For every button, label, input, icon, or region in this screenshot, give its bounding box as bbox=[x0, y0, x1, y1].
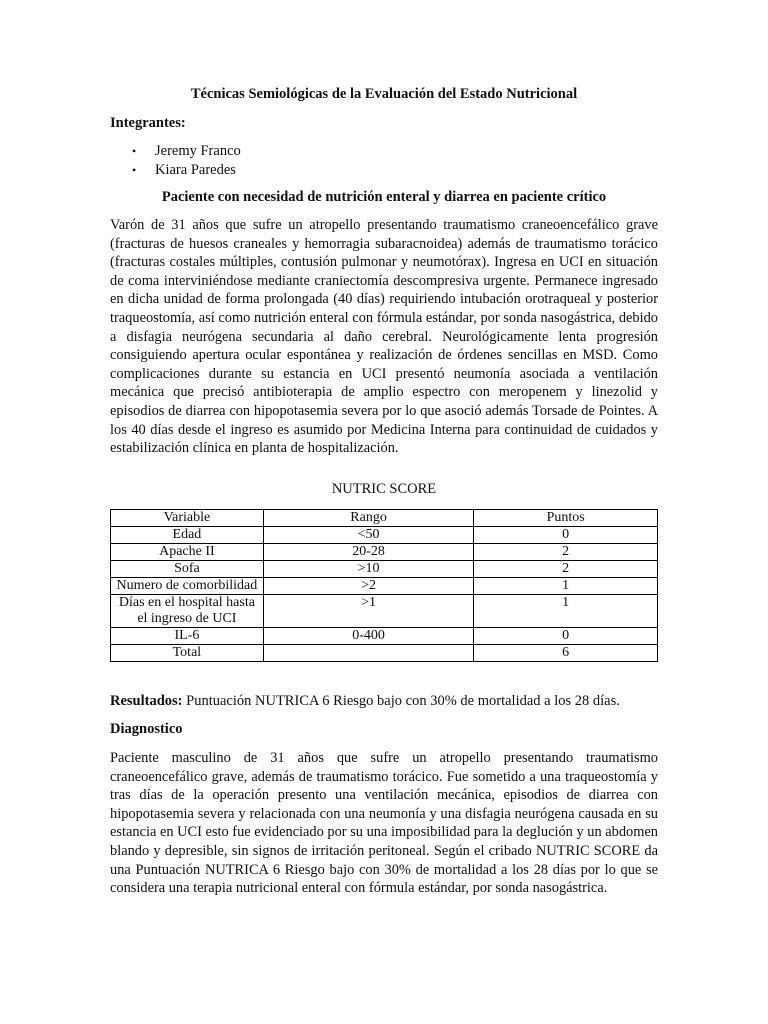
table-row bbox=[111, 544, 658, 561]
table-header-cell: Puntos bbox=[474, 510, 658, 527]
table-cell: Días en el hospital hasta el ingreso de UCI bbox=[111, 595, 264, 628]
table-header-row bbox=[111, 510, 658, 527]
bullet-icon: • bbox=[132, 163, 137, 177]
table-row bbox=[111, 578, 658, 595]
diagnostico-heading: Diagnostico bbox=[110, 721, 183, 737]
members-list bbox=[110, 142, 241, 180]
table-cell: <50 bbox=[263, 527, 474, 544]
resultados-text: Puntuación NUTRICA 6 Riesgo bajo con 30% de mortalidad a los 28 días. bbox=[182, 693, 620, 709]
nutric-score-table bbox=[110, 509, 658, 662]
table-cell: IL-6 bbox=[111, 628, 264, 645]
table-cell: >2 bbox=[263, 578, 474, 595]
table-cell: Total bbox=[111, 645, 264, 662]
diagnostico-paragraph: Paciente masculino de 31 años que sufre un atropello presentando traumatismo craneoencefálico grave, además de traumatismo torácico. Fue sometido a una traqueostomía y tras días de la operación presento una ventilación mecánica, episodios de diarrea con hipopotasemia severa y relacionada con una neumonía y una disfagia neurógena causada en su estancia en UCI esto fue evidenciado por su una imposibilidad para la deglución y un abdomen blando y depresible, sin signos de irritación peritoneal. Según el cribado NUTRIC SCORE da una Puntuación NUTRICA 6 Riesgo bajo con 30% de mortalidad a los 28 días por lo que se considera una terapia nutricional enteral con fórmula estándar, por sonda nasogástrica. bbox=[110, 750, 658, 897]
list-item bbox=[110, 142, 241, 161]
table-cell: Apache II bbox=[111, 544, 264, 561]
table-cell: 0-400 bbox=[263, 628, 474, 645]
table-cell: 0 bbox=[474, 628, 658, 645]
table-row bbox=[111, 595, 658, 628]
member-name: Kiara Paredes bbox=[155, 162, 236, 178]
table-cell bbox=[263, 645, 474, 662]
table-header-cell: Variable bbox=[111, 510, 264, 527]
table-row bbox=[111, 561, 658, 578]
integrantes-label: Integrantes: bbox=[110, 115, 186, 131]
table-cell: Numero de comorbilidad bbox=[111, 578, 264, 595]
score-table-title: NUTRIC SCORE bbox=[331, 481, 437, 497]
resultados-line bbox=[110, 693, 670, 710]
table-cell: 1 bbox=[474, 578, 658, 595]
case-subtitle: Paciente con necesidad de nutrición enteral y diarrea en paciente crítico bbox=[161, 189, 607, 205]
table-row bbox=[111, 527, 658, 544]
table-cell: 2 bbox=[474, 544, 658, 561]
list-item bbox=[110, 161, 241, 180]
bullet-icon: • bbox=[132, 144, 137, 158]
case-paragraph: Varón de 31 años que sufre un atropello presentando traumatismo craneoencefálico grave (fracturas de huesos craneales y hemorragia subaracnoidea) además de traumatismo torácico (fracturas costales múltiples, contusión pulmonar y neumotórax). Ingresa en UCI en situación de coma interviniéndose mediante craniectomía descompresiva urgente. Permanece ingresado en dicha unidad de forma prolongada (40 días) requiriendo intubación orotraqueal y posterior traqueostomía, así como nutrición enteral con fórmula estándar, por sonda nasogástrica, debido a disfagia neurógena secundaria al daño cerebral. Neurológicamente lenta progresión consiguiendo apertura ocular espontánea y realización de órdenes sencillas en MSD. Como complicaciones durante su estancia en UCI presentó neumonía asociada a ventilación mecánica que precisó antibioterapia de amplio espectro con meropenem y linezolid y episodios de diarrea con hipopotasemia severa por lo que asoció además Torsade de Pointes. A los 40 días desde el ingreso es asumido por Medicina Interna para continuidad de cuidados y estabilización clínica en planta de hospitalización. bbox=[110, 217, 658, 457]
member-name: Jeremy Franco bbox=[155, 143, 241, 159]
table-cell: 1 bbox=[474, 595, 658, 628]
table-cell: Edad bbox=[111, 527, 264, 544]
table-cell: >1 bbox=[263, 595, 474, 628]
table-cell: Sofa bbox=[111, 561, 264, 578]
table-row bbox=[111, 645, 658, 662]
table-cell: 20-28 bbox=[263, 544, 474, 561]
resultados-label: Resultados: bbox=[110, 693, 183, 709]
table-cell: 2 bbox=[474, 561, 658, 578]
table-cell: 0 bbox=[474, 527, 658, 544]
table-header-cell: Rango bbox=[263, 510, 474, 527]
table-cell: >10 bbox=[263, 561, 474, 578]
table-cell: 6 bbox=[474, 645, 658, 662]
document-title: Técnicas Semiológicas de la Evaluación del Estado Nutricional bbox=[190, 86, 578, 102]
table-row bbox=[111, 628, 658, 645]
